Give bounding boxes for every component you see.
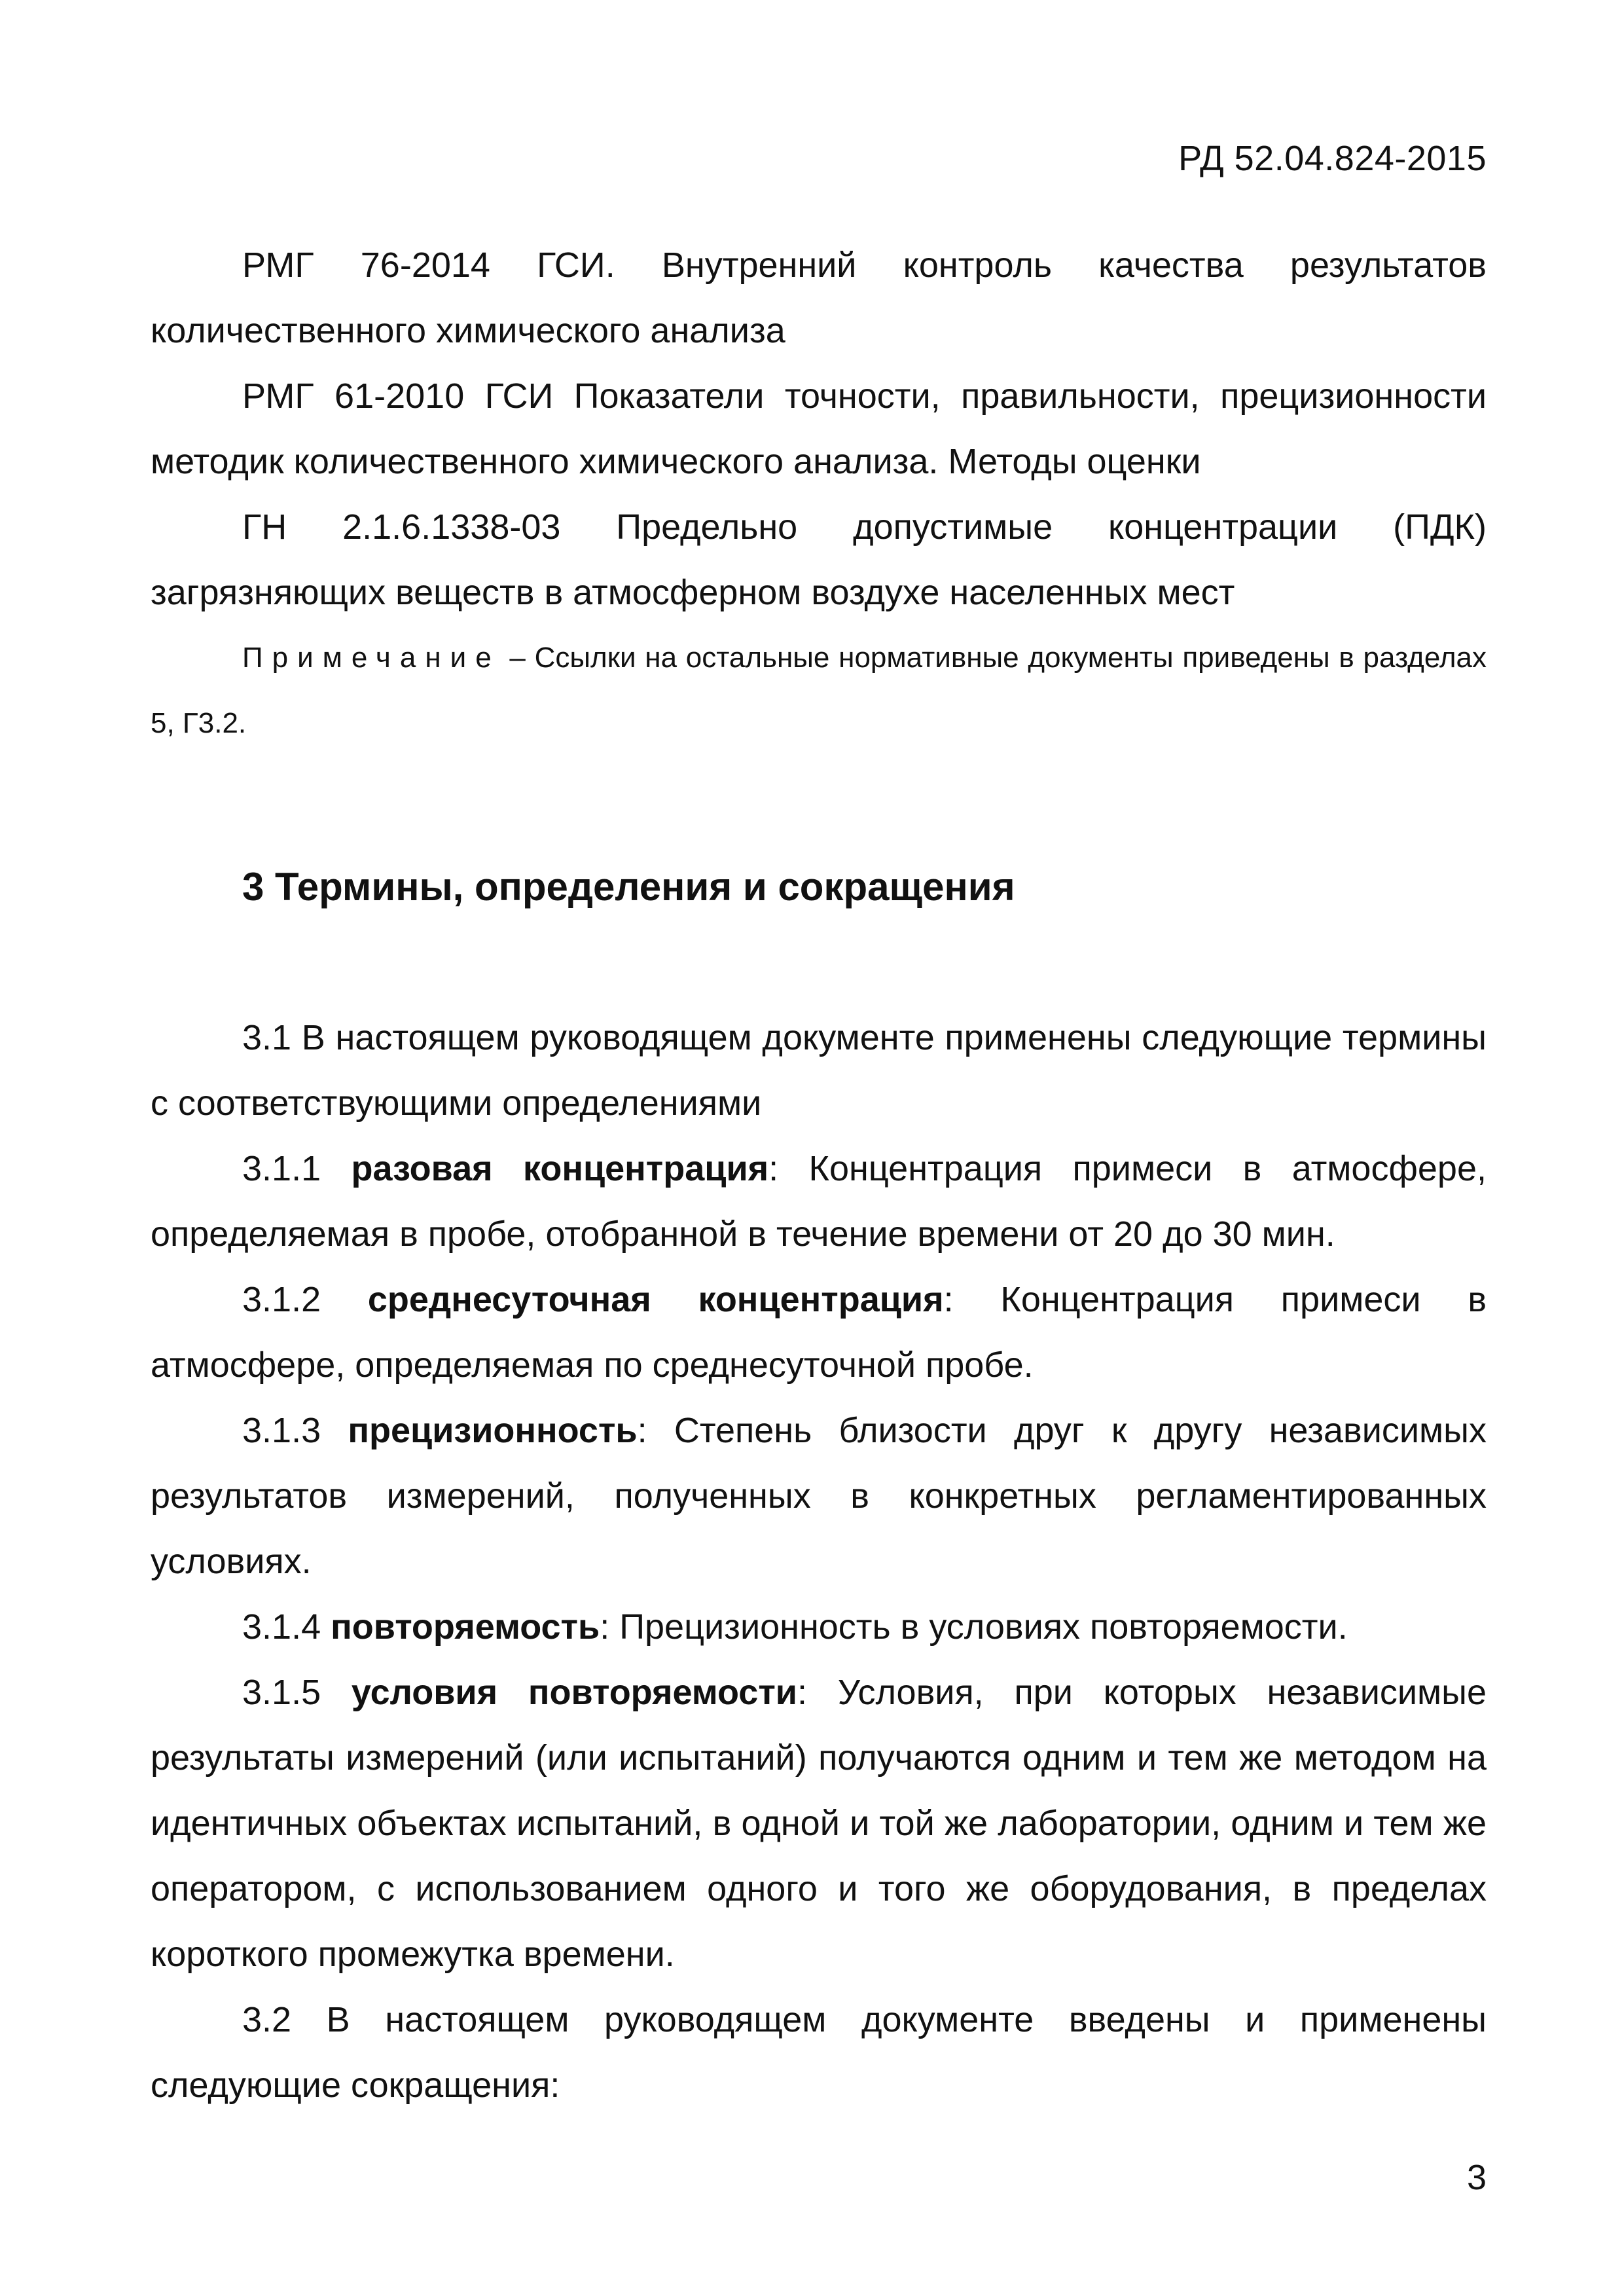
term-text: : Степень близости друг к другу независимых результатов измерений, полученных в конкретных регламентированных условиях. xyxy=(151,1411,1487,1581)
term-definition xyxy=(151,1136,1487,1267)
term-name: условия повторяемости xyxy=(351,1673,797,1712)
term-name: повторяемость xyxy=(331,1607,600,1647)
term-definition xyxy=(151,1398,1487,1594)
reference-rmg-61: РМГ 61-2010 ГСИ Показатели точности, правильности, прецизионности методик количественного химического анализа. Методы оценки xyxy=(151,376,1487,481)
term-text: : Прецизионность в условиях повторяемости. xyxy=(600,1607,1348,1647)
term-number: 3.1.5 xyxy=(242,1673,352,1712)
note xyxy=(151,625,1487,756)
document-code: РД 52.04.824-2015 xyxy=(1178,139,1487,178)
section-title: 3 Термины, определения и сокращения xyxy=(242,865,1015,909)
term-text: : Концентрация примеси в атмосфере, определяемая по среднесуточной пробе. xyxy=(151,1280,1487,1385)
term-number: 3.1.3 xyxy=(242,1411,348,1450)
term-definition xyxy=(151,1594,1487,1660)
note-label: Примечание xyxy=(242,642,501,674)
term-definition xyxy=(151,1267,1487,1398)
reference-rmg-76: РМГ 76-2014 ГСИ. Внутренний контроль качества результатов количественного химического анализа xyxy=(151,246,1487,350)
section-intro: 3.1 В настоящем руководящем документе применены следующие термины с соответствующими определениями xyxy=(151,1018,1487,1123)
reference-gn: ГН 2.1.6.1338-03 Предельно допустимые концентрации (ПДК) загрязняющих веществ в атмосферном воздухе населенных мест xyxy=(151,507,1487,612)
term-text: : Условия, при которых независимые результаты измерений (или испытаний) получаются одним и тем же методом на идентичных объектах испытаний, в одной и той же лаборатории, одним и тем же оператором, с использованием одного и того же оборудования, в пределах короткого промежутка времени. xyxy=(151,1673,1487,1974)
term-text: : Концентрация примеси в атмосфере, определяемая в пробе, отобранной в течение времени от 20 до 30 мин. xyxy=(151,1149,1487,1254)
term-name: среднесуточная концентрация xyxy=(367,1280,944,1319)
abbreviations-intro: 3.2 В настоящем руководящем документе введены и применены следующие сокращения: xyxy=(151,2000,1487,2105)
term-number: 3.1.2 xyxy=(242,1280,368,1319)
term-definition xyxy=(151,1660,1487,1987)
note-text: – Ссылки на остальные нормативные документы приведены в разделах 5, Г3.2. xyxy=(151,642,1487,739)
term-name: разовая концентрация xyxy=(351,1149,769,1188)
term-name: прецизионность xyxy=(348,1411,638,1450)
term-number: 3.1.4 xyxy=(242,1607,331,1647)
term-number: 3.1.1 xyxy=(242,1149,352,1188)
page-number: 3 xyxy=(1466,2158,1487,2197)
page-body xyxy=(151,232,1487,2118)
